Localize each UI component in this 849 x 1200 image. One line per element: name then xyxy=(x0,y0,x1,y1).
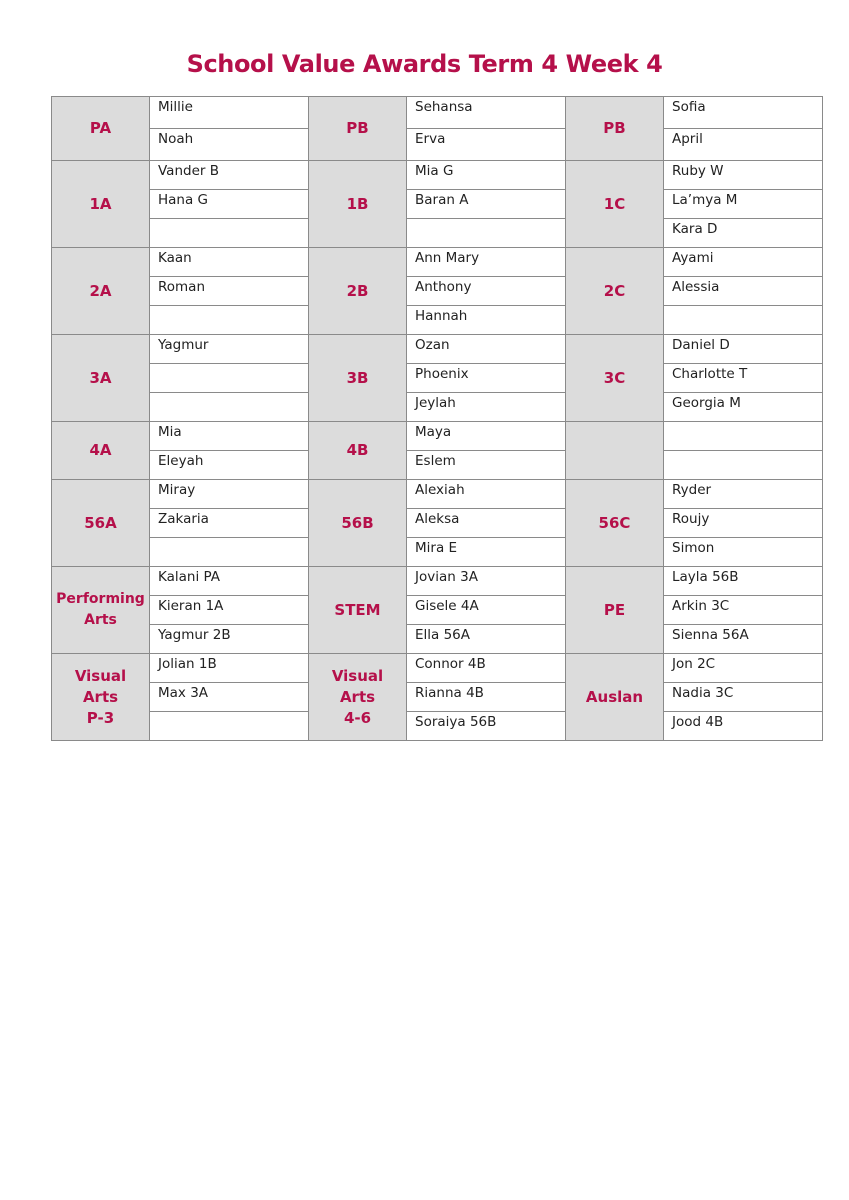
table-row xyxy=(52,422,823,451)
student-name-cell: Phoenix xyxy=(407,364,566,393)
page-title: School Value Awards Term 4 Week 4 xyxy=(186,50,663,78)
awards-table xyxy=(51,96,823,741)
student-name-cell: Roujy xyxy=(664,509,823,538)
student-name-cell: Yagmur 2B xyxy=(150,625,309,654)
student-name-cell: Nadia 3C xyxy=(664,683,823,712)
student-name-cell xyxy=(150,393,309,422)
student-name-cell: Georgia M xyxy=(664,393,823,422)
student-name-cell: Kara D xyxy=(664,219,823,248)
table-row xyxy=(52,161,823,190)
student-name-cell: Max 3A xyxy=(150,683,309,712)
table-row xyxy=(52,596,823,625)
student-name-cell xyxy=(664,451,823,480)
student-name-cell: Alexiah xyxy=(407,480,566,509)
table-row xyxy=(52,480,823,509)
student-name-cell: Simon xyxy=(664,538,823,567)
class-label-line: Auslan xyxy=(585,687,644,706)
class-label xyxy=(52,97,150,161)
class-label xyxy=(566,480,664,567)
student-name-cell: Eleyah xyxy=(150,451,309,480)
class-label-line: 2A xyxy=(89,281,112,300)
class-label-line: 56A xyxy=(84,513,117,532)
student-name-cell: Sehansa xyxy=(407,97,566,129)
student-name-cell: Ann Mary xyxy=(407,248,566,277)
class-label xyxy=(52,248,150,335)
student-name-cell xyxy=(150,306,309,335)
table-row xyxy=(52,654,823,683)
table-row xyxy=(52,306,823,335)
student-name-cell: Vander B xyxy=(150,161,309,190)
student-name-cell: Yagmur xyxy=(150,335,309,364)
class-label-line: 1B xyxy=(346,194,369,213)
student-name-cell: Millie xyxy=(150,97,309,129)
student-name-cell: Kaan xyxy=(150,248,309,277)
class-label-line: 1A xyxy=(89,194,112,213)
class-label-line: 3A xyxy=(89,368,112,387)
student-name-cell: Noah xyxy=(150,129,309,161)
student-name-cell: Kieran 1A xyxy=(150,596,309,625)
class-label-line: Visual xyxy=(74,666,127,685)
student-name-cell: Anthony xyxy=(407,277,566,306)
student-name-cell: Roman xyxy=(150,277,309,306)
class-label-line: 4A xyxy=(89,441,112,459)
class-label-line: Visual xyxy=(331,666,384,685)
class-label-line: 4-6 xyxy=(343,708,372,727)
student-name-cell: Miray xyxy=(150,480,309,509)
class-label xyxy=(309,161,407,248)
student-name-cell xyxy=(664,306,823,335)
class-label xyxy=(566,654,664,741)
table-row xyxy=(52,277,823,306)
class-label-line: Arts xyxy=(339,687,376,706)
student-name-cell: April xyxy=(664,129,823,161)
student-name-cell: Daniel D xyxy=(664,335,823,364)
student-name-cell: Ryder xyxy=(664,480,823,509)
student-name-cell: Ayami xyxy=(664,248,823,277)
class-label-line: Arts xyxy=(82,687,119,706)
table-row xyxy=(52,219,823,248)
class-label-line: 2C xyxy=(603,281,626,300)
class-label xyxy=(566,248,664,335)
student-name-cell: Erva xyxy=(407,129,566,161)
class-label xyxy=(52,335,150,422)
class-label xyxy=(52,480,150,567)
class-label xyxy=(309,422,407,480)
class-label-line: 56C xyxy=(598,513,631,532)
student-name-cell: Mia G xyxy=(407,161,566,190)
student-name-cell: Mira E xyxy=(407,538,566,567)
class-label-line: 3C xyxy=(603,368,626,387)
class-label xyxy=(566,335,664,422)
class-label-line: PE xyxy=(603,600,626,619)
table-row xyxy=(52,567,823,596)
class-label-line: 4B xyxy=(346,441,369,459)
table-row xyxy=(52,625,823,654)
class-label xyxy=(309,654,407,741)
class-label xyxy=(566,161,664,248)
student-name-cell: Mia xyxy=(150,422,309,451)
student-name-cell xyxy=(407,219,566,248)
student-name-cell: Layla 56B xyxy=(664,567,823,596)
student-name-cell: Sienna 56A xyxy=(664,625,823,654)
student-name-cell: Rianna 4B xyxy=(407,683,566,712)
class-label-line: PB xyxy=(603,119,626,137)
student-name-cell: La’mya M xyxy=(664,190,823,219)
class-label-line: PB xyxy=(346,119,369,137)
table-row xyxy=(52,683,823,712)
student-name-cell: Ruby W xyxy=(664,161,823,190)
table-row xyxy=(52,190,823,219)
table-row xyxy=(52,509,823,538)
class-label xyxy=(566,422,664,480)
class-label-line: 2B xyxy=(346,281,369,300)
student-name-cell: Hannah xyxy=(407,306,566,335)
class-label-line: P-3 xyxy=(86,708,115,727)
student-name-cell: Maya xyxy=(407,422,566,451)
student-name-cell: Jovian 3A xyxy=(407,567,566,596)
student-name-cell: Gisele 4A xyxy=(407,596,566,625)
student-name-cell: Charlotte T xyxy=(664,364,823,393)
table-row xyxy=(52,393,823,422)
student-name-cell: Hana G xyxy=(150,190,309,219)
table-row xyxy=(52,364,823,393)
class-label-line: Arts xyxy=(84,612,117,628)
class-label xyxy=(52,422,150,480)
class-label-line: 56B xyxy=(341,513,374,532)
table-row xyxy=(52,335,823,364)
student-name-cell: Jolian 1B xyxy=(150,654,309,683)
student-name-cell: Jon 2C xyxy=(664,654,823,683)
class-label xyxy=(52,567,150,654)
table-row xyxy=(52,451,823,480)
awards-table-body xyxy=(52,97,823,741)
class-label xyxy=(566,97,664,161)
student-name-cell xyxy=(150,712,309,741)
student-name-cell: Sofia xyxy=(664,97,823,129)
class-label xyxy=(566,567,664,654)
student-name-cell xyxy=(150,538,309,567)
student-name-cell: Jeylah xyxy=(407,393,566,422)
student-name-cell: Baran A xyxy=(407,190,566,219)
class-label-line: 3B xyxy=(346,368,369,387)
class-label xyxy=(309,335,407,422)
student-name-cell: Aleksa xyxy=(407,509,566,538)
student-name-cell: Zakaria xyxy=(150,509,309,538)
student-name-cell: Alessia xyxy=(664,277,823,306)
student-name-cell: Jood 4B xyxy=(664,712,823,741)
student-name-cell xyxy=(150,219,309,248)
student-name-cell: Kalani PA xyxy=(150,567,309,596)
class-label xyxy=(309,248,407,335)
student-name-cell: Ella 56A xyxy=(407,625,566,654)
class-label-line: PA xyxy=(89,119,112,137)
student-name-cell xyxy=(150,364,309,393)
class-label xyxy=(52,161,150,248)
student-name-cell: Ozan xyxy=(407,335,566,364)
table-row xyxy=(52,97,823,129)
table-row xyxy=(52,712,823,741)
class-label xyxy=(52,654,150,741)
class-label xyxy=(309,480,407,567)
table-row xyxy=(52,538,823,567)
class-label-line: 1C xyxy=(603,194,626,213)
class-label-line: STEM xyxy=(334,600,381,619)
student-name-cell: Arkin 3C xyxy=(664,596,823,625)
class-label xyxy=(309,567,407,654)
class-label-line: Performing xyxy=(56,591,145,607)
student-name-cell: Connor 4B xyxy=(407,654,566,683)
table-row xyxy=(52,248,823,277)
student-name-cell: Soraiya 56B xyxy=(407,712,566,741)
student-name-cell xyxy=(664,422,823,451)
class-label xyxy=(309,97,407,161)
table-row xyxy=(52,129,823,161)
student-name-cell: Eslem xyxy=(407,451,566,480)
